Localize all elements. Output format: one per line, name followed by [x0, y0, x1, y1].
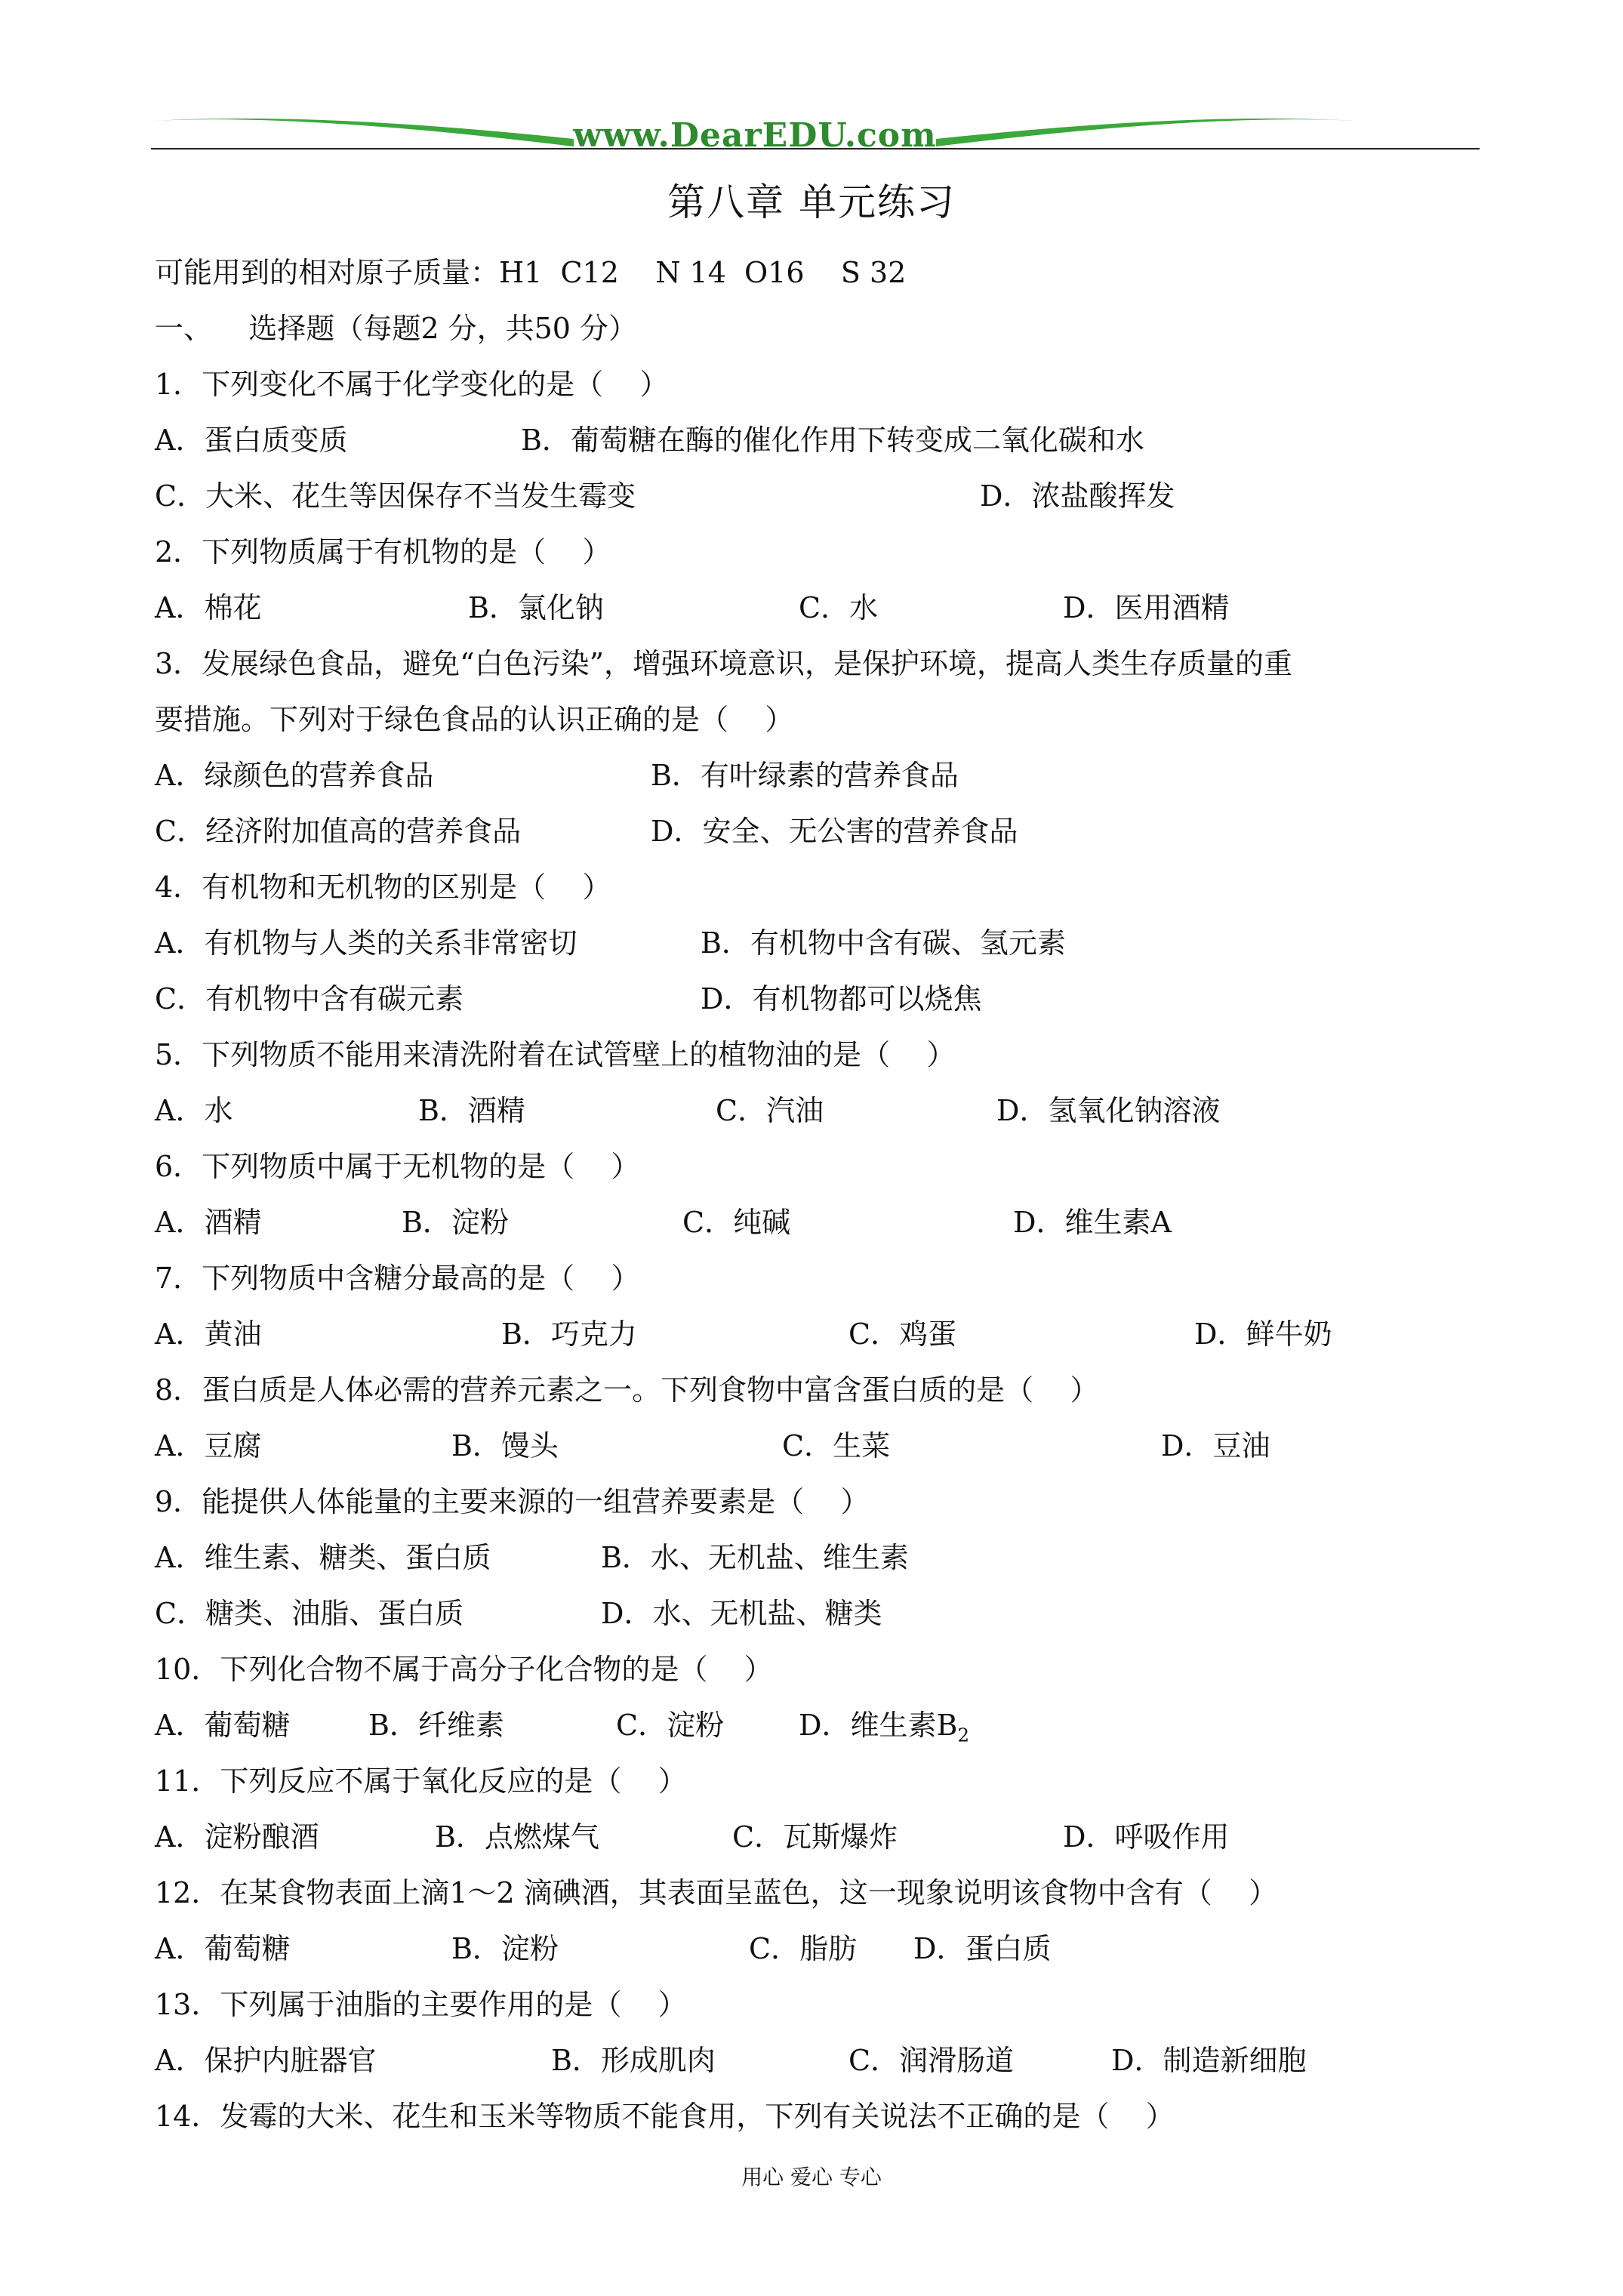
q1-option-a: A．蛋白质变质 — [155, 424, 348, 457]
question-14-stem: 14．发霉的大米、花生和玉米等物质不能食用，下列有关说法不正确的是（ ） — [155, 2100, 1175, 2133]
q5-option-b: B．酒精 — [418, 1094, 525, 1127]
q10-option-d — [799, 1711, 969, 1745]
q6-option-d: D．维生素A — [1013, 1206, 1172, 1239]
q1-option-d: D．浓盐酸挥发 — [980, 479, 1175, 513]
header-rule — [151, 148, 1480, 149]
question-5-stem: 5．下列物质不能用来清洗附着在试管壁上的植物油的是（ ） — [155, 1038, 956, 1071]
q13-option-b: B．形成肌肉 — [551, 2044, 716, 2077]
q7-option-c: C．鸡蛋 — [848, 1318, 957, 1351]
q10-option-c: C．淀粉 — [616, 1709, 725, 1742]
q5-option-d: D．氢氧化钠溶液 — [996, 1094, 1221, 1127]
q6-option-a: A．酒精 — [155, 1206, 262, 1239]
question-8-stem: 8．蛋白质是人体必需的营养元素之一。下列食物中富含蛋白质的是（ ） — [155, 1373, 1099, 1407]
q1-option-c: C．大米、花生等因保存不当发生霉变 — [155, 479, 636, 513]
atomic-masses: 可能用到的相对原子质量：H1 C12 N 14 O16 S 32 — [155, 256, 907, 289]
page-footer: 用心 爱心 专心 — [741, 2165, 882, 2190]
q13-option-a: A．保护内脏器官 — [155, 2044, 377, 2077]
q8-option-a: A．豆腐 — [155, 1429, 262, 1462]
q11-option-a: A．淀粉酿酒 — [155, 1820, 319, 1854]
question-13-stem: 13．下列属于油脂的主要作用的是（ ） — [155, 1988, 687, 2021]
q9-option-d: D．水、无机盐、糖类 — [601, 1597, 882, 1630]
q5-option-a: A．水 — [155, 1094, 233, 1127]
question-6-stem: 6．下列物质中属于无机物的是（ ） — [155, 1150, 640, 1183]
q11-option-d: D．呼吸作用 — [1063, 1820, 1230, 1854]
q3-option-b: B．有叶绿素的营养食品 — [651, 759, 959, 792]
question-12-stem: 12．在某食物表面上滴1～2 滴碘酒，其表面呈蓝色，这一现象说明该食物中含有（ ） — [155, 1876, 1278, 1909]
q6-option-b: B．淀粉 — [402, 1206, 509, 1239]
q2-option-d: D．医用酒精 — [1063, 591, 1230, 624]
q5-option-c: C．汽油 — [716, 1094, 824, 1127]
q3-option-a: A．绿颜色的营养食品 — [155, 759, 434, 792]
q9-option-b: B．水、无机盐、维生素 — [601, 1541, 909, 1574]
q4-option-c: C．有机物中含有碳元素 — [155, 982, 464, 1015]
q9-option-c: C．糖类、油脂、蛋白质 — [155, 1597, 464, 1630]
question-7-stem: 7．下列物质中含糖分最高的是（ ） — [155, 1262, 640, 1295]
q2-option-c: C．水 — [799, 591, 879, 624]
q9-option-a: A．维生素、糖类、蛋白质 — [155, 1541, 491, 1574]
question-3-stem-line1: 3．发展绿色食品，避免“白色污染”，增强环境意识，是保护环境，提高人类生存质量的重 — [155, 647, 1293, 680]
section-heading: 一、 选择题（每题2 分，共50 分） — [155, 312, 638, 345]
q12-option-a: A．葡萄糖 — [155, 1932, 291, 1965]
q8-option-b: B．馒头 — [451, 1429, 559, 1462]
q4-option-b: B．有机物中含有碳、氢元素 — [701, 926, 1066, 960]
question-1-stem: 1．下列变化不属于化学变化的是（ ） — [155, 368, 669, 401]
site-logo-text: www.DearEDU.com — [573, 116, 937, 155]
q12-option-d: D．蛋白质 — [913, 1932, 1052, 1965]
question-3-stem-line2: 要措施。下列对于绿色食品的认识正确的是（ ） — [155, 703, 794, 736]
q3-option-d: D．安全、无公害的营养食品 — [651, 815, 1018, 848]
q4-option-a: A．有机物与人类的关系非常密切 — [155, 926, 577, 960]
question-9-stem: 9．能提供人体能量的主要来源的一组营养要素是（ ） — [155, 1485, 870, 1518]
q10-option-b: B．纤维素 — [368, 1709, 504, 1742]
page-title: 第八章 单元练习 — [667, 180, 956, 224]
question-10-stem: 10．下列化合物不属于高分子化合物的是（ ） — [155, 1653, 773, 1686]
q7-option-b: B．巧克力 — [501, 1318, 637, 1351]
q12-option-b: B．淀粉 — [451, 1932, 559, 1965]
q13-option-d: D．制造新细胞 — [1111, 2044, 1307, 2077]
q10-option-d-label: D．维生素B — [799, 1709, 958, 1742]
question-4-stem: 4．有机物和无机物的区别是（ ） — [155, 871, 611, 904]
q10-option-d-subscript: 2 — [957, 1724, 970, 1746]
q8-option-c: C．生菜 — [782, 1429, 891, 1462]
q4-option-d: D．有机物都可以烧焦 — [701, 982, 982, 1015]
question-2-stem: 2．下列物质属于有机物的是（ ） — [155, 535, 611, 569]
q11-option-c: C．瓦斯爆炸 — [732, 1820, 898, 1854]
q13-option-c: C．润滑肠道 — [848, 2044, 1015, 2077]
q7-option-a: A．黄油 — [155, 1318, 262, 1351]
q2-option-b: B．氯化钠 — [468, 591, 604, 624]
q10-option-a: A．葡萄糖 — [155, 1709, 291, 1742]
q7-option-d: D．鲜牛奶 — [1194, 1318, 1332, 1351]
q6-option-c: C．纯碱 — [682, 1206, 791, 1239]
q11-option-b: B．点燃煤气 — [435, 1820, 599, 1854]
q1-option-b: B．葡萄糖在酶的催化作用下转变成二氧化碳和水 — [521, 424, 1144, 457]
q12-option-c: C．脂肪 — [749, 1932, 858, 1965]
q2-option-a: A．棉花 — [155, 591, 262, 624]
q8-option-d: D．豆油 — [1161, 1429, 1270, 1462]
q3-option-c: C．经济附加值高的营养食品 — [155, 815, 522, 848]
question-11-stem: 11．下列反应不属于氧化反应的是（ ） — [155, 1764, 687, 1798]
